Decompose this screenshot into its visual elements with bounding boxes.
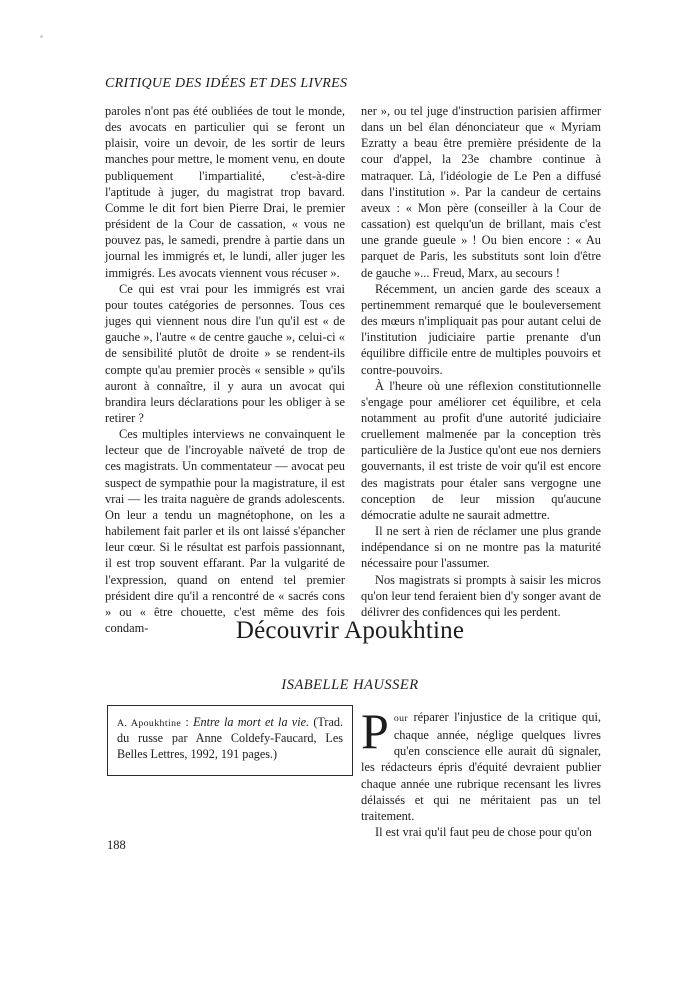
first-paragraph-text: réparer l'injustice de la critique qui, chaque année, néglige quelques livres qu'en conscience elle aurait dû signaler, les rédacteurs épris d'équité devraient publier chaque année une rubrique recensant les livres délaissés et qui ne méritaient pas un tel traitement. — [361, 710, 601, 823]
article-body — [361, 703, 601, 840]
left-column — [105, 103, 345, 636]
right-paragraph-3: À l'heure où une réflexion constitutionnelle s'engage pour améliorer cet équilibre, et cela notamment au profit d'une autorité judiciaire cruellement malmenée par la conception très particulière de la Justice qu'ont eue nos derniers gouvernants, il est triste de voir qu'il est encore des magistrats pour étaler sans vergogne une conception de leur mission qu'aucune démocratie adulte ne saurait admettre. — [361, 378, 601, 522]
book-separator: : — [181, 715, 194, 729]
article-paragraph-1 — [361, 703, 601, 824]
left-paragraph-1: paroles n'ont pas été oubliées de tout le monde, des avocats en particulier qui se feront un plaisir, voire un devoir, de les sortir de leurs manches pour mettre, le moment venu, en doute publiquement l'impartialité, c'est-à-dire l'aptitude à juger, du magistrat trop bavard. Comme le dit fort bien Pierre Drai, le premier président de la Cour de cassation, « vous ne pouvez pas, le samedi, prendre à partie dans un journal les immigrés et, le lundi, aller juger les immigrés. Les avocats viennent vous récuser ». — [105, 104, 345, 280]
left-paragraph-3: Ces multiples interviews ne convainquent le lecteur que de l'incroyable naïveté de trop de ces magistrats. Un commentateur — avocat peu suspect de sympathie pour la magistrature, il est vrai — les traita naguère de grands adolescents. On leur a tendu un magnétophone, on les a habilement fait parler et ils ont laissé s'épancher leur cœur. Si le résultat est parfois passionnant, il est trop souvent effarant. Par la vulgarité de l'expression, quand on entend tel premier président dire qu'il a rencontré de « sacrés cons » ou « être chouette, c'est même des fois condam- — [105, 427, 345, 635]
book-details: (Trad. du russe par Anne Coldefy-Faucard, Les Belles Lettres, 1992, 191 pages.) — [117, 715, 344, 761]
book-author: A. Apoukhtine — [117, 718, 182, 729]
book-reference-box — [107, 705, 353, 776]
right-paragraph-4: Il ne sert à rien de réclamer une plus grande indépendance si on ne montre pas la maturité nécessaire pour l'assumer. — [361, 524, 601, 571]
right-paragraph-5: Nos magistrats si prompts à saisir les micros qu'on leur tend feraient bien d'y songer avant de délivrer des confidences qui les perdent. — [361, 572, 601, 619]
book-title: Entre la mort et la vie. — [193, 715, 310, 729]
right-column — [361, 103, 601, 620]
first-word-small-caps: our — [393, 713, 409, 724]
right-paragraph-1: ner », ou tel juge d'instruction parisien affirmer dans un bel élan dénonciateur que « Myriam Ezratty a beau être première présidente de la cour d'appel, la 23e chambre continue à matraquer. Là, l'idéologie de Le Pen a diffusé dans l'institution ». Par la candeur de certains aveux : « Mon père (conseiller à la Cour de cassation) est quelqu'un de brillant, mais c'est une grande gueule » ! Ou bien encore : « Au parquet de Paris, les substituts sont loin d'être de gauche »... Freud, Marx, au secours ! — [361, 104, 601, 280]
right-paragraph-2: Récemment, un ancien garde des sceaux a pertinemment remarqué que le bouleversement des mœurs n'impliquait pas pour autant celui de l'institution judiciaire partie prenante d'un équilibre difficile entre de multiples pouvoirs et contre-pouvoirs. — [361, 281, 601, 377]
margin-dot — [40, 35, 43, 38]
running-head: CRITIQUE DES IDÉES ET DES LIVRES — [105, 76, 348, 91]
article-paragraph-2: Il est vrai qu'il faut peu de chose pour qu'on — [375, 825, 592, 840]
book-reference — [117, 715, 343, 762]
article-author: ISABELLE HAUSSER — [281, 677, 419, 693]
article-title: Découvrir Apoukhtine — [235, 617, 465, 644]
drop-cap: P — [361, 703, 389, 759]
page-number: 188 — [107, 838, 126, 852]
left-paragraph-2: Ce qui est vrai pour les immigrés est vrai pour toutes catégories de personnes. Tous ces juges qui viennent nous dire l'un qu'il est « de gauche », l'autre « de centre gauche », celui-ci « de sensibilité plutôt de droite » se rendent-ils compte qu'au premier procès « sensible » qu'ils auront à connaître, il y aura un avocat qui brandira leurs déclarations pour les obliger à se retirer ? — [105, 281, 345, 425]
